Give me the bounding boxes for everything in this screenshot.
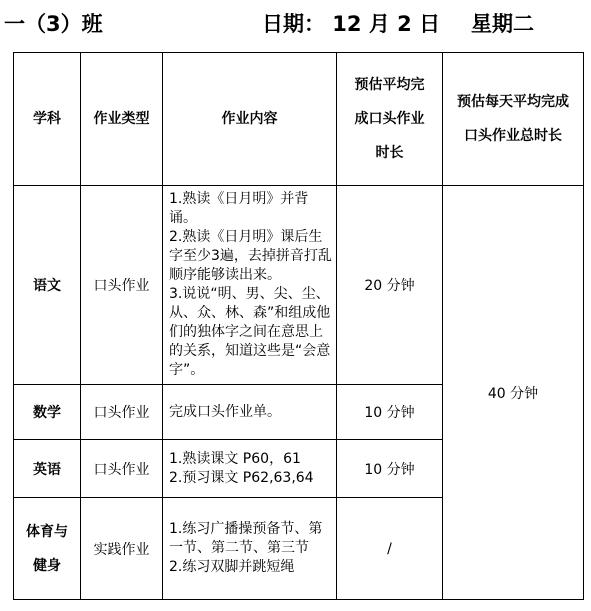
weekday-label: 星期二 [471,12,534,36]
class-label: 一（3）班 [4,12,103,36]
table-header-row [14,53,584,186]
subject-cell [14,498,81,600]
content-line: 3.说说“明、男、尖、尘、从、众、林、森”和组成他们的独体字之间在意思上的关系，知道这些是“会意字”。 [169,286,331,378]
content-line: 1.熟读课文 P60，61 [169,450,301,467]
subject-line: 体育与 [26,523,68,540]
subject-cell: 数学 [14,385,81,440]
col-header-avg-time-line: 成口头作业 [354,111,425,127]
col-header-total-time [443,53,584,186]
date-label: 日期： 12 月 2 日 [262,12,441,36]
subject-cell: 英语 [14,440,81,498]
content-cell [163,498,337,600]
col-header-subject: 学科 [14,53,81,186]
table-row [14,186,584,385]
type-cell: 口头作业 [81,385,163,440]
subject-cell: 语文 [14,186,81,385]
col-header-total-time-line: 口头作业总时长 [464,128,562,144]
content-line: 完成口头作业单。 [169,403,281,420]
total-time-cell: 40 分钟 [443,186,584,600]
content-line: 1.练习广播操预备节、第一节、第二节、第三节 [169,521,323,556]
page-header [0,8,591,38]
col-header-type: 作业类型 [81,53,163,186]
time-cell: 10 分钟 [337,385,443,440]
col-header-avg-time-line: 预估平均完 [354,77,425,93]
type-cell: 实践作业 [81,498,163,600]
col-header-total-time-line: 预估每天平均完成 [457,94,569,110]
col-header-content: 作业内容 [163,53,337,186]
content-cell [163,385,337,440]
content-cell [163,186,337,385]
homework-table [13,52,584,600]
type-cell: 口头作业 [81,186,163,385]
content-cell [163,440,337,498]
col-header-avg-time [337,53,443,186]
subject-line: 健身 [33,557,61,574]
content-line: 1.熟读《日月明》并背诵。 [169,191,309,226]
content-line: 2.预习课文 P62,63,64 [169,469,314,486]
time-cell: 20 分钟 [337,186,443,385]
content-line: 2.熟读《日月明》课后生字至少3遍，去掉拼音打乱顺序能够读出来。 [169,229,332,283]
content-line: 2.练习双脚并跳短绳 [169,559,295,575]
time-cell: 10 分钟 [337,440,443,498]
type-cell: 口头作业 [81,440,163,498]
time-cell: / [337,498,443,600]
col-header-avg-time-line: 时长 [375,145,404,161]
